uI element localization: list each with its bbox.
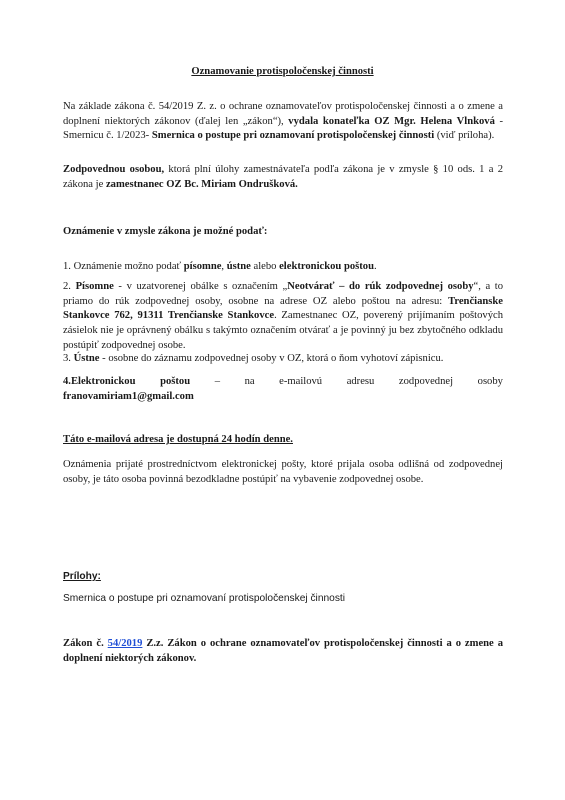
intro-issuer: vydala konateľka OZ Mgr. Helena Vlnková <box>288 115 495 127</box>
responsible-text: ktorá plní úlohy zamestnávateľa podľa zákona je v zmysle § 10 ods. 1 a 2 zákona je <box>63 164 504 190</box>
item1-oral: ústne <box>226 261 251 272</box>
item4-word: zodpovednej <box>398 376 454 387</box>
intro-text: Na základe zákona č. 54/2019 Z. z. o ochrane oznamovateľov protispoločenskej činnosti a o zmene a doplnení niektorých zákonov (ďalej len „zákon“), <box>63 101 503 127</box>
forwarding-paragraph: Oznámenia prijaté prostredníctvom elektronickej pošty, ktoré prijala osoba odlišná od zodpovednej osoby, je táto osoba povinná bezodkladne postúpiť na vybavenie zodpovednej osobe. <box>63 459 503 485</box>
page-title: Oznamovanie protispoločenskej činnosti <box>191 66 374 77</box>
item3-oral: Ústne <box>73 353 100 364</box>
method-item-2 <box>63 280 503 354</box>
responsible-name: zamestnanec OZ Bc. Miriam Ondrušková. <box>105 178 298 190</box>
item4-word: – <box>214 376 220 387</box>
item1-text: 1. Oznámenie možno podať <box>63 261 184 272</box>
law-number-link[interactable]: 54/2019 <box>107 638 143 649</box>
availability-note: Táto e-mailová adresa je dostupná 24 hodín denne. <box>63 434 293 445</box>
intro-directive-title: Smernica o postupe pri oznamovaní protispoločenskej činnosti <box>151 130 435 142</box>
item1-sep1: , <box>221 261 227 272</box>
law-prefix: Zákon č. <box>63 638 108 649</box>
item2-text: - v uzatvorenej obálke s označením „ <box>113 281 288 292</box>
item2-envelope-label: Neotvárať – do rúk zodpovednej osoby <box>287 281 474 292</box>
item1-written: písomne <box>183 261 222 272</box>
methods-heading: Oznámenie v zmysle zákona je možné podať: <box>63 226 268 237</box>
law-reference <box>63 637 503 666</box>
method-item-1 <box>63 260 503 275</box>
intro-directive-number: - Smernicu č. 1/2023- <box>63 115 503 142</box>
attachment-item[interactable]: Smernica o postupe pri oznamovaní protispoločenskej činnosti <box>63 593 346 604</box>
item3-number: 3. <box>63 353 74 364</box>
item2-text-3: . Zamestnanec OZ, poverený prijímaním poštových zásielok nie je oprávnený obálku s takýmto označením otvárať a je povinný ju bez zbytočného odkladu postúpiť zodpovednej osobe. <box>63 310 503 351</box>
item4-word: na <box>244 376 255 387</box>
item4-word: e-mailovú <box>279 376 323 387</box>
item4-word: 4.Elektronickou <box>63 376 136 387</box>
item2-number: 2. <box>63 281 76 292</box>
contact-email-address[interactable]: franovamiriam1@gmail.com <box>63 390 194 402</box>
item1-sep2: alebo <box>250 261 280 272</box>
item1-end: . <box>373 261 377 272</box>
law-title: Z.z. Zákon o ochrane oznamovateľov protispoločenskej činnosti a o zmene a doplnení niektorých zákonov. <box>63 638 503 664</box>
responsible-person-paragraph <box>63 163 503 192</box>
item4-word: adresu <box>346 376 375 387</box>
item2-text-2: “, a to priamo do rúk zodpovednej osoby, osobne na adrese OZ alebo poštou na adresu: <box>63 281 504 307</box>
item4-line <box>63 375 503 390</box>
responsible-label: Zodpovednou osobou, <box>63 164 165 175</box>
item2-address: Trenčianske Stankovce 762, 91311 Trenčianske Stankovce <box>63 295 503 322</box>
item3-text: - osobne do záznamu zodpovednej osoby v OZ, ktorá o ňom vyhotoví zápisnicu. <box>99 353 444 364</box>
intro-paragraph <box>63 100 503 144</box>
method-item-3 <box>63 352 503 367</box>
item2-written: Písomne <box>75 281 114 292</box>
item4-word: osoby <box>477 376 503 387</box>
intro-reference: (viď príloha). <box>434 130 495 142</box>
method-item-4 <box>63 375 503 404</box>
item4-word: poštou <box>160 376 191 387</box>
attachments-heading: Prílohy: <box>63 571 101 582</box>
item1-email: elektronickou poštou <box>279 261 374 272</box>
